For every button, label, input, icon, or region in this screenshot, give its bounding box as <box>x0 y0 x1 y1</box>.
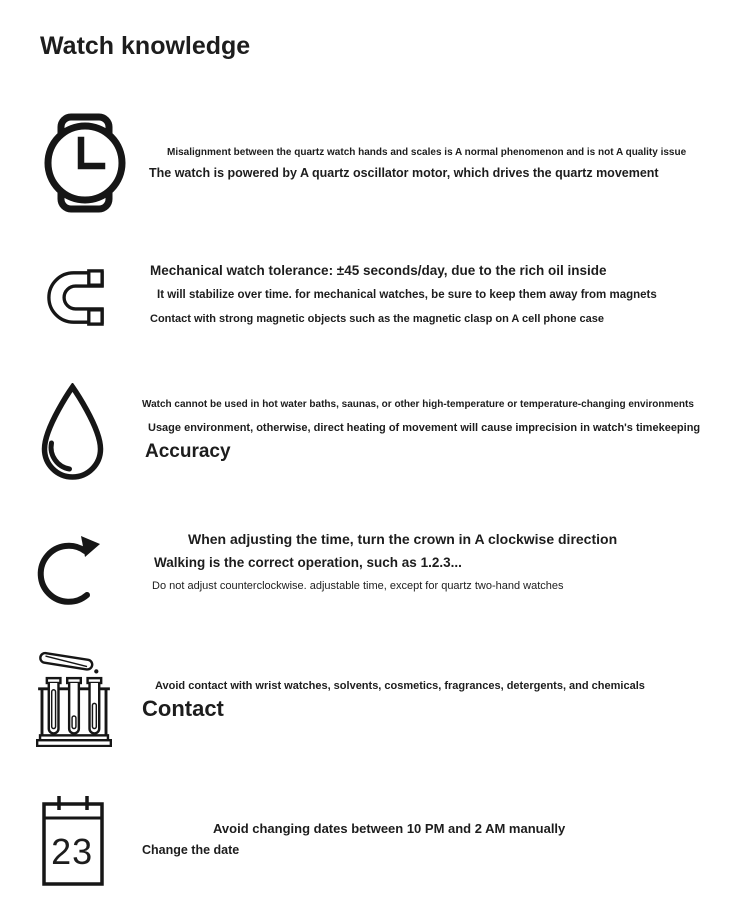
magnet-icon <box>47 269 104 326</box>
calendar-icon <box>42 795 104 886</box>
temperature-line2-text: Usage environment, otherwise, direct heating of movement will cause imprecision in watch's timekeeping <box>148 422 701 434</box>
wristwatch-icon <box>40 113 130 213</box>
calendar-day-number: 23 <box>51 831 94 872</box>
page-title: Watch knowledge <box>40 32 251 60</box>
date-line1-text: Avoid changing dates between 10 PM and 2 AM manually <box>213 821 566 836</box>
magnet-line3-text: Contact with strong magnetic objects such as the magnetic clasp on A cell phone case <box>150 313 604 325</box>
contact-heading: Contact <box>142 696 224 721</box>
chemicals-line1-text: Avoid contact with wrist watches, solvents, cosmetics, fragrances, detergents, and chemicals <box>155 680 645 692</box>
quartz-note-text: Misalignment between the quartz watch hands and scales is A normal phenomenon and is not A quality issue <box>167 147 687 158</box>
date-line2-text: Change the date <box>142 843 240 857</box>
temperature-line1-text: Watch cannot be used in hot water baths, saunas, or other high-temperature or temperature-changing environments <box>142 399 694 410</box>
clockwise-arrow-icon <box>37 528 103 612</box>
magnet-headline-text: Mechanical watch tolerance: ±45 seconds/day, due to the rich oil inside <box>150 263 607 278</box>
test-tubes-icon <box>36 650 112 747</box>
adjustment-line1-text: When adjusting the time, turn the crown in A clockwise direction <box>188 531 618 547</box>
quartz-main-text: The watch is powered by A quartz oscillator motor, which drives the quartz movement <box>149 166 659 180</box>
adjustment-line3-text: Do not adjust counterclockwise. adjustable time, except for quartz two-hand watches <box>152 580 564 592</box>
accuracy-heading: Accuracy <box>145 441 231 462</box>
adjustment-line2-text: Walking is the correct operation, such as 1.2.3... <box>154 555 462 570</box>
water-drop-icon <box>39 383 106 481</box>
magnet-line2-text: It will stabilize over time. for mechanical watches, be sure to keep them away from magnets <box>157 289 657 301</box>
